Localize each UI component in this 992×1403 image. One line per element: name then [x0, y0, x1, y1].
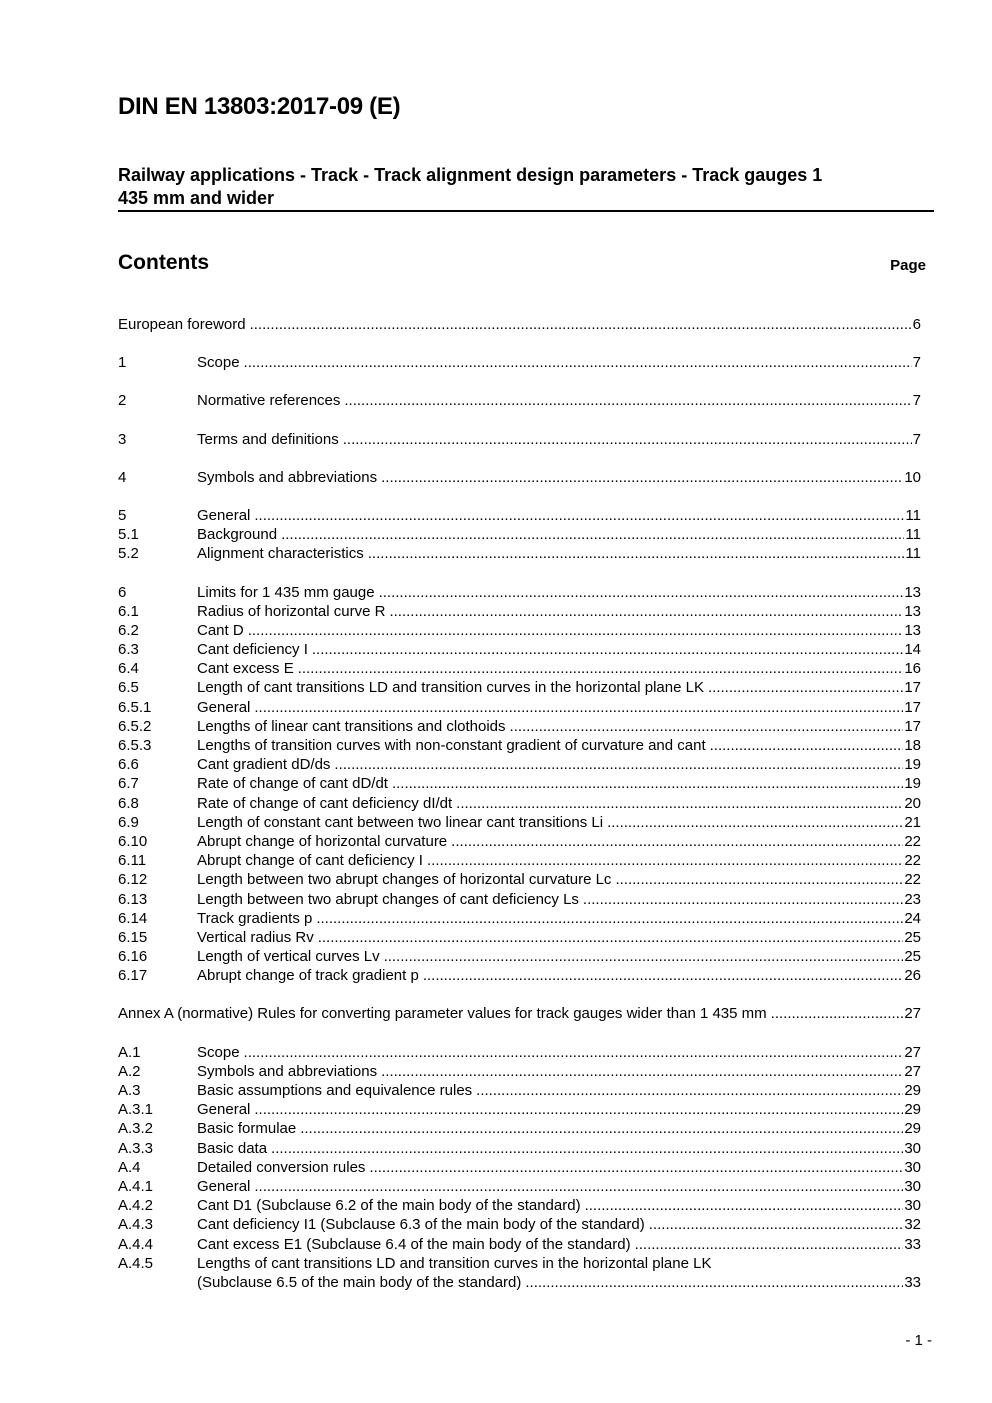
- toc-leader-dots: [635, 1235, 904, 1254]
- toc-label: Normative references: [197, 392, 341, 410]
- toc-leader-dots: [389, 602, 903, 621]
- toc-label-continuation: [197, 1273, 921, 1292]
- toc-page-number: 16: [904, 660, 921, 678]
- toc-leader-dots: [585, 1196, 904, 1215]
- toc-number: 6.6: [118, 756, 139, 774]
- toc-page-number: 22: [904, 832, 921, 850]
- toc-label: Track gradients p: [197, 909, 313, 927]
- toc-label: Radius of horizontal curve R: [197, 602, 386, 620]
- toc-label: Cant deficiency I1 (Subclause 6.3 of the main body of the standard): [197, 1216, 645, 1234]
- toc-entry[interactable]: [118, 391, 921, 410]
- toc-label: Cant deficiency I: [197, 641, 308, 659]
- toc-leader-dots: [244, 1043, 904, 1062]
- toc-entry[interactable]: [118, 506, 921, 525]
- toc-label: Alignment characteristics: [197, 545, 364, 563]
- toc-entry[interactable]: [118, 525, 921, 544]
- toc-number: A.3: [118, 1082, 141, 1099]
- toc-page-number: 27: [904, 1062, 921, 1080]
- toc-label: Abrupt change of horizontal curvature: [197, 832, 448, 850]
- document-title: DIN EN 13803:2017-09 (E): [118, 93, 401, 120]
- toc-number: 6.13: [118, 890, 148, 908]
- toc-entry[interactable]: [118, 1119, 921, 1138]
- toc-entry-foreword[interactable]: [118, 315, 921, 334]
- table-of-contents: [118, 315, 921, 1292]
- toc-label: General: [197, 506, 251, 524]
- toc-number: 6.14: [118, 909, 148, 927]
- toc-label: Symbols and abbreviations: [197, 1062, 378, 1080]
- toc-leader-dots: [244, 353, 912, 372]
- toc-leader-dots: [381, 1062, 903, 1081]
- toc-leader-dots: [710, 736, 904, 755]
- toc-leader-dots: [771, 1004, 904, 1023]
- toc-leader-dots: [344, 391, 911, 410]
- toc-leader-dots: [300, 1119, 903, 1138]
- toc-leader-dots: [368, 544, 905, 563]
- toc-number: 6.12: [118, 871, 148, 889]
- toc-number: A.3.2: [118, 1120, 154, 1138]
- toc-label: Scope: [197, 1043, 240, 1061]
- toc-label: Basic assumptions and equivalence rules: [197, 1082, 473, 1099]
- toc-page-number: 13: [904, 583, 921, 601]
- toc-leader-dots: [343, 430, 912, 449]
- toc-leader-dots: [271, 1139, 903, 1158]
- toc-label: Detailed conversion rules: [197, 1158, 366, 1176]
- toc-page-number: 7: [912, 430, 921, 448]
- toc-label: Lengths of cant transitions LD and transition curves in the horizontal plane LK: [197, 1254, 712, 1272]
- toc-number: A.2: [118, 1062, 141, 1080]
- toc-leader-dots: [649, 1215, 904, 1234]
- subtitle-line-2: 435 mm and wider: [118, 188, 275, 208]
- toc-entry[interactable]: [118, 832, 921, 851]
- subtitle-line-1: Railway applications - Track - Track alignment design parameters - Track gauges 1: [118, 165, 823, 185]
- toc-leader-dots: [250, 315, 912, 334]
- toc-page-number: 19: [904, 775, 921, 793]
- toc-number: 6.10: [118, 832, 148, 850]
- toc-page-number: 11: [905, 545, 921, 563]
- toc-entry[interactable]: [118, 602, 921, 621]
- toc-number: 6.5.1: [118, 698, 152, 716]
- toc-entry[interactable]: [118, 1215, 921, 1234]
- toc-entry[interactable]: [118, 928, 921, 947]
- toc-number: A.1: [118, 1043, 141, 1061]
- toc-leader-dots: [451, 832, 903, 851]
- title-divider: [118, 210, 934, 212]
- toc-page-number: 29: [904, 1082, 921, 1099]
- toc-page-number: 7: [912, 392, 921, 410]
- toc-page-number: 17: [904, 698, 921, 716]
- toc-page-number: 13: [904, 621, 921, 639]
- toc-page-number: 27: [904, 1043, 921, 1061]
- toc-page-number: 27: [904, 1005, 921, 1023]
- toc-leader-dots: [254, 1100, 903, 1119]
- toc-leader-dots: [583, 890, 903, 909]
- toc-number: 6.16: [118, 948, 148, 966]
- toc-number: 5: [118, 506, 127, 524]
- toc-number: 6.5: [118, 679, 139, 697]
- toc-number: A.4.4: [118, 1235, 154, 1253]
- toc-page-number: 23: [904, 890, 921, 908]
- page-column-heading: Page: [890, 257, 926, 274]
- toc-entry[interactable]: [118, 468, 921, 487]
- toc-leader-dots: [248, 621, 904, 640]
- toc-label: Abrupt change of track gradient p: [197, 967, 419, 985]
- toc-page-number: 33: [904, 1235, 921, 1253]
- toc-entry[interactable]: [118, 621, 921, 640]
- toc-page-number: 11: [905, 526, 921, 544]
- toc-entry[interactable]: [118, 1043, 921, 1062]
- toc-page-number: 7: [912, 354, 921, 372]
- toc-page-number: 19: [904, 756, 921, 774]
- toc-label: Lengths of linear cant transitions and clothoids: [197, 717, 506, 735]
- toc-leader-dots: [298, 659, 904, 678]
- toc-number: 6.2: [118, 621, 139, 639]
- toc-leader-dots: [369, 1158, 903, 1177]
- toc-entry[interactable]: [118, 678, 921, 697]
- toc-number: A.4.5: [118, 1254, 154, 1272]
- toc-page-number: 17: [904, 717, 921, 735]
- toc-page-number: 21: [904, 813, 921, 831]
- toc-entry[interactable]: [118, 909, 921, 928]
- toc-page-number: 32: [904, 1216, 921, 1234]
- toc-number: 5.2: [118, 545, 139, 563]
- toc-wrapped-label: [197, 1254, 921, 1292]
- toc-entry[interactable]: [118, 1062, 921, 1081]
- toc-label: Rate of change of cant dD/dt: [197, 775, 388, 793]
- contents-heading: Contents: [118, 251, 209, 274]
- toc-entry-annex-a[interactable]: [118, 1004, 921, 1023]
- toc-label: Limits for 1 435 mm gauge: [197, 583, 375, 601]
- toc-leader-dots: [456, 794, 903, 813]
- toc-label: Length of cant transitions LD and transition curves in the horizontal plane LK: [197, 679, 704, 697]
- toc-label: Lengths of transition curves with non-constant gradient of curvature and cant: [197, 737, 706, 754]
- toc-number: 5.1: [118, 526, 139, 544]
- toc-page-number: 14: [904, 641, 921, 659]
- toc-leader-dots: [427, 851, 903, 870]
- toc-number: 6.1: [118, 602, 139, 620]
- toc-number: A.3.3: [118, 1139, 154, 1157]
- toc-page-number: 30: [904, 1197, 921, 1215]
- toc-entry[interactable]: [118, 870, 921, 889]
- toc-page-number: 10: [904, 468, 921, 486]
- toc-leader-dots: [510, 717, 904, 736]
- toc-entry[interactable]: [118, 583, 921, 602]
- toc-entry[interactable]: [118, 1196, 921, 1215]
- toc-number: 6.3: [118, 641, 139, 659]
- toc-entry[interactable]: [118, 890, 921, 909]
- toc-leader-dots: [281, 525, 904, 544]
- toc-leader-dots: [708, 678, 903, 697]
- toc-number: 6.9: [118, 813, 139, 831]
- toc-number: 6.11: [118, 852, 147, 870]
- toc-number: 6.4: [118, 660, 139, 678]
- toc-page-number: 22: [904, 852, 921, 870]
- toc-entry[interactable]: [118, 736, 921, 755]
- toc-label-line-2: (Subclause 6.5 of the main body of the standard): [197, 1273, 522, 1291]
- toc-label: Cant D1 (Subclause 6.2 of the main body of the standard): [197, 1197, 581, 1215]
- toc-entry[interactable]: [118, 717, 921, 736]
- toc-entry[interactable]: [118, 1177, 921, 1196]
- toc-number: 6.7: [118, 775, 139, 793]
- toc-entry[interactable]: [118, 353, 921, 372]
- toc-number: A.4.2: [118, 1197, 154, 1215]
- toc-label: Cant excess E1 (Subclause 6.4 of the main body of the standard): [197, 1235, 631, 1253]
- toc-page-number: 29: [904, 1120, 921, 1138]
- toc-label: Basic data: [197, 1139, 268, 1157]
- toc-entry[interactable]: [118, 755, 921, 774]
- toc-leader-dots: [476, 1081, 903, 1100]
- toc-number: 6.17: [118, 967, 148, 985]
- toc-page-number: 30: [904, 1158, 921, 1176]
- toc-label: Symbols and abbreviations: [197, 468, 378, 486]
- toc-leader-dots: [607, 813, 903, 832]
- toc-entry[interactable]: [118, 659, 921, 678]
- toc-entry[interactable]: [118, 813, 921, 832]
- toc-leader-dots: [334, 755, 903, 774]
- toc-label: General: [197, 1101, 251, 1119]
- toc-entry[interactable]: [118, 698, 921, 717]
- toc-leader-dots: [254, 698, 903, 717]
- toc-page-number: 18: [904, 737, 921, 754]
- toc-label: Annex A (normative) Rules for converting parameter values for track gauges wider than 1 435 mm: [118, 1005, 767, 1023]
- document-subtitle: [118, 164, 918, 210]
- toc-label: Length between two abrupt changes of cant deficiency Ls: [197, 890, 579, 908]
- toc-entry[interactable]: [118, 1158, 921, 1177]
- toc-label: General: [197, 698, 251, 716]
- toc-leader-dots: [384, 947, 904, 966]
- toc-leader-dots: [379, 583, 904, 602]
- toc-page-number: 26: [904, 967, 921, 985]
- toc-label: Rate of change of cant deficiency dI/dt: [197, 794, 453, 812]
- toc-label: Scope: [197, 354, 240, 372]
- toc-number: A.4.1: [118, 1177, 154, 1195]
- toc-label: Basic formulae: [197, 1120, 297, 1138]
- toc-entry[interactable]: [118, 794, 921, 813]
- toc-entry[interactable]: [118, 1139, 921, 1158]
- toc-entry[interactable]: [118, 851, 921, 870]
- toc-entry[interactable]: [118, 1100, 921, 1119]
- toc-number: 2: [118, 392, 127, 410]
- toc-entry[interactable]: [118, 1235, 921, 1254]
- toc-page-number: 11: [905, 506, 921, 524]
- toc-entry[interactable]: [118, 430, 921, 449]
- toc-label: Background: [197, 526, 278, 544]
- toc-number: 6.8: [118, 794, 139, 812]
- toc-page-number: 33: [904, 1273, 921, 1291]
- toc-page-number: 24: [904, 909, 921, 927]
- toc-label: General: [197, 1177, 251, 1195]
- toc-leader-dots: [423, 966, 904, 985]
- toc-label: Length of vertical curves Lv: [197, 948, 380, 966]
- toc-entry[interactable]: [118, 1254, 921, 1292]
- toc-number: 4: [118, 468, 127, 486]
- toc-label: Cant D: [197, 621, 244, 639]
- toc-page-number: 25: [904, 948, 921, 966]
- toc-label: Abrupt change of cant deficiency I: [197, 852, 423, 870]
- toc-page-number: 29: [904, 1101, 921, 1119]
- toc-label: Vertical radius Rv: [197, 928, 314, 946]
- toc-entry[interactable]: [118, 947, 921, 966]
- toc-leader-dots: [615, 870, 903, 889]
- toc-leader-dots: [316, 909, 903, 928]
- toc-label: Terms and definitions: [197, 430, 339, 448]
- toc-entry[interactable]: [118, 544, 921, 563]
- toc-leader-dots: [312, 640, 903, 659]
- toc-leader-dots: [525, 1273, 903, 1292]
- toc-entry[interactable]: [118, 1081, 921, 1100]
- page-footer-number: - 1 -: [905, 1332, 932, 1349]
- toc-label: Cant gradient dD/ds: [197, 756, 331, 774]
- toc-leader-dots: [254, 1177, 903, 1196]
- toc-label: Length between two abrupt changes of horizontal curvature Lc: [197, 871, 612, 889]
- toc-page-number: 25: [904, 928, 921, 946]
- toc-entry[interactable]: [118, 640, 921, 659]
- toc-page-number: 17: [904, 679, 921, 697]
- toc-leader-dots: [318, 928, 904, 947]
- toc-number: 6: [118, 583, 127, 601]
- toc-number: A.3.1: [118, 1101, 154, 1119]
- toc-label: Length of constant cant between two linear cant transitions Li: [197, 813, 604, 831]
- toc-page-number: 6: [912, 316, 921, 333]
- toc-number: 1: [118, 354, 127, 372]
- toc-label: European foreword: [118, 316, 246, 333]
- toc-page-number: 30: [904, 1177, 921, 1195]
- toc-entry[interactable]: [118, 774, 921, 793]
- toc-number: A.4: [118, 1158, 141, 1176]
- toc-number: A.4.3: [118, 1216, 154, 1234]
- toc-page-number: 13: [904, 602, 921, 620]
- toc-leader-dots: [392, 774, 903, 793]
- toc-number: 3: [118, 430, 127, 448]
- toc-number: 6.5.3: [118, 737, 152, 754]
- toc-entry[interactable]: [118, 966, 921, 985]
- toc-page-number: 20: [904, 794, 921, 812]
- toc-label: Cant excess E: [197, 660, 294, 678]
- toc-number: 6.15: [118, 928, 148, 946]
- toc-page-number: 22: [904, 871, 921, 889]
- toc-page-number: 30: [904, 1139, 921, 1157]
- toc-number: 6.5.2: [118, 717, 152, 735]
- toc-leader-dots: [381, 468, 903, 487]
- toc-leader-dots: [254, 506, 904, 525]
